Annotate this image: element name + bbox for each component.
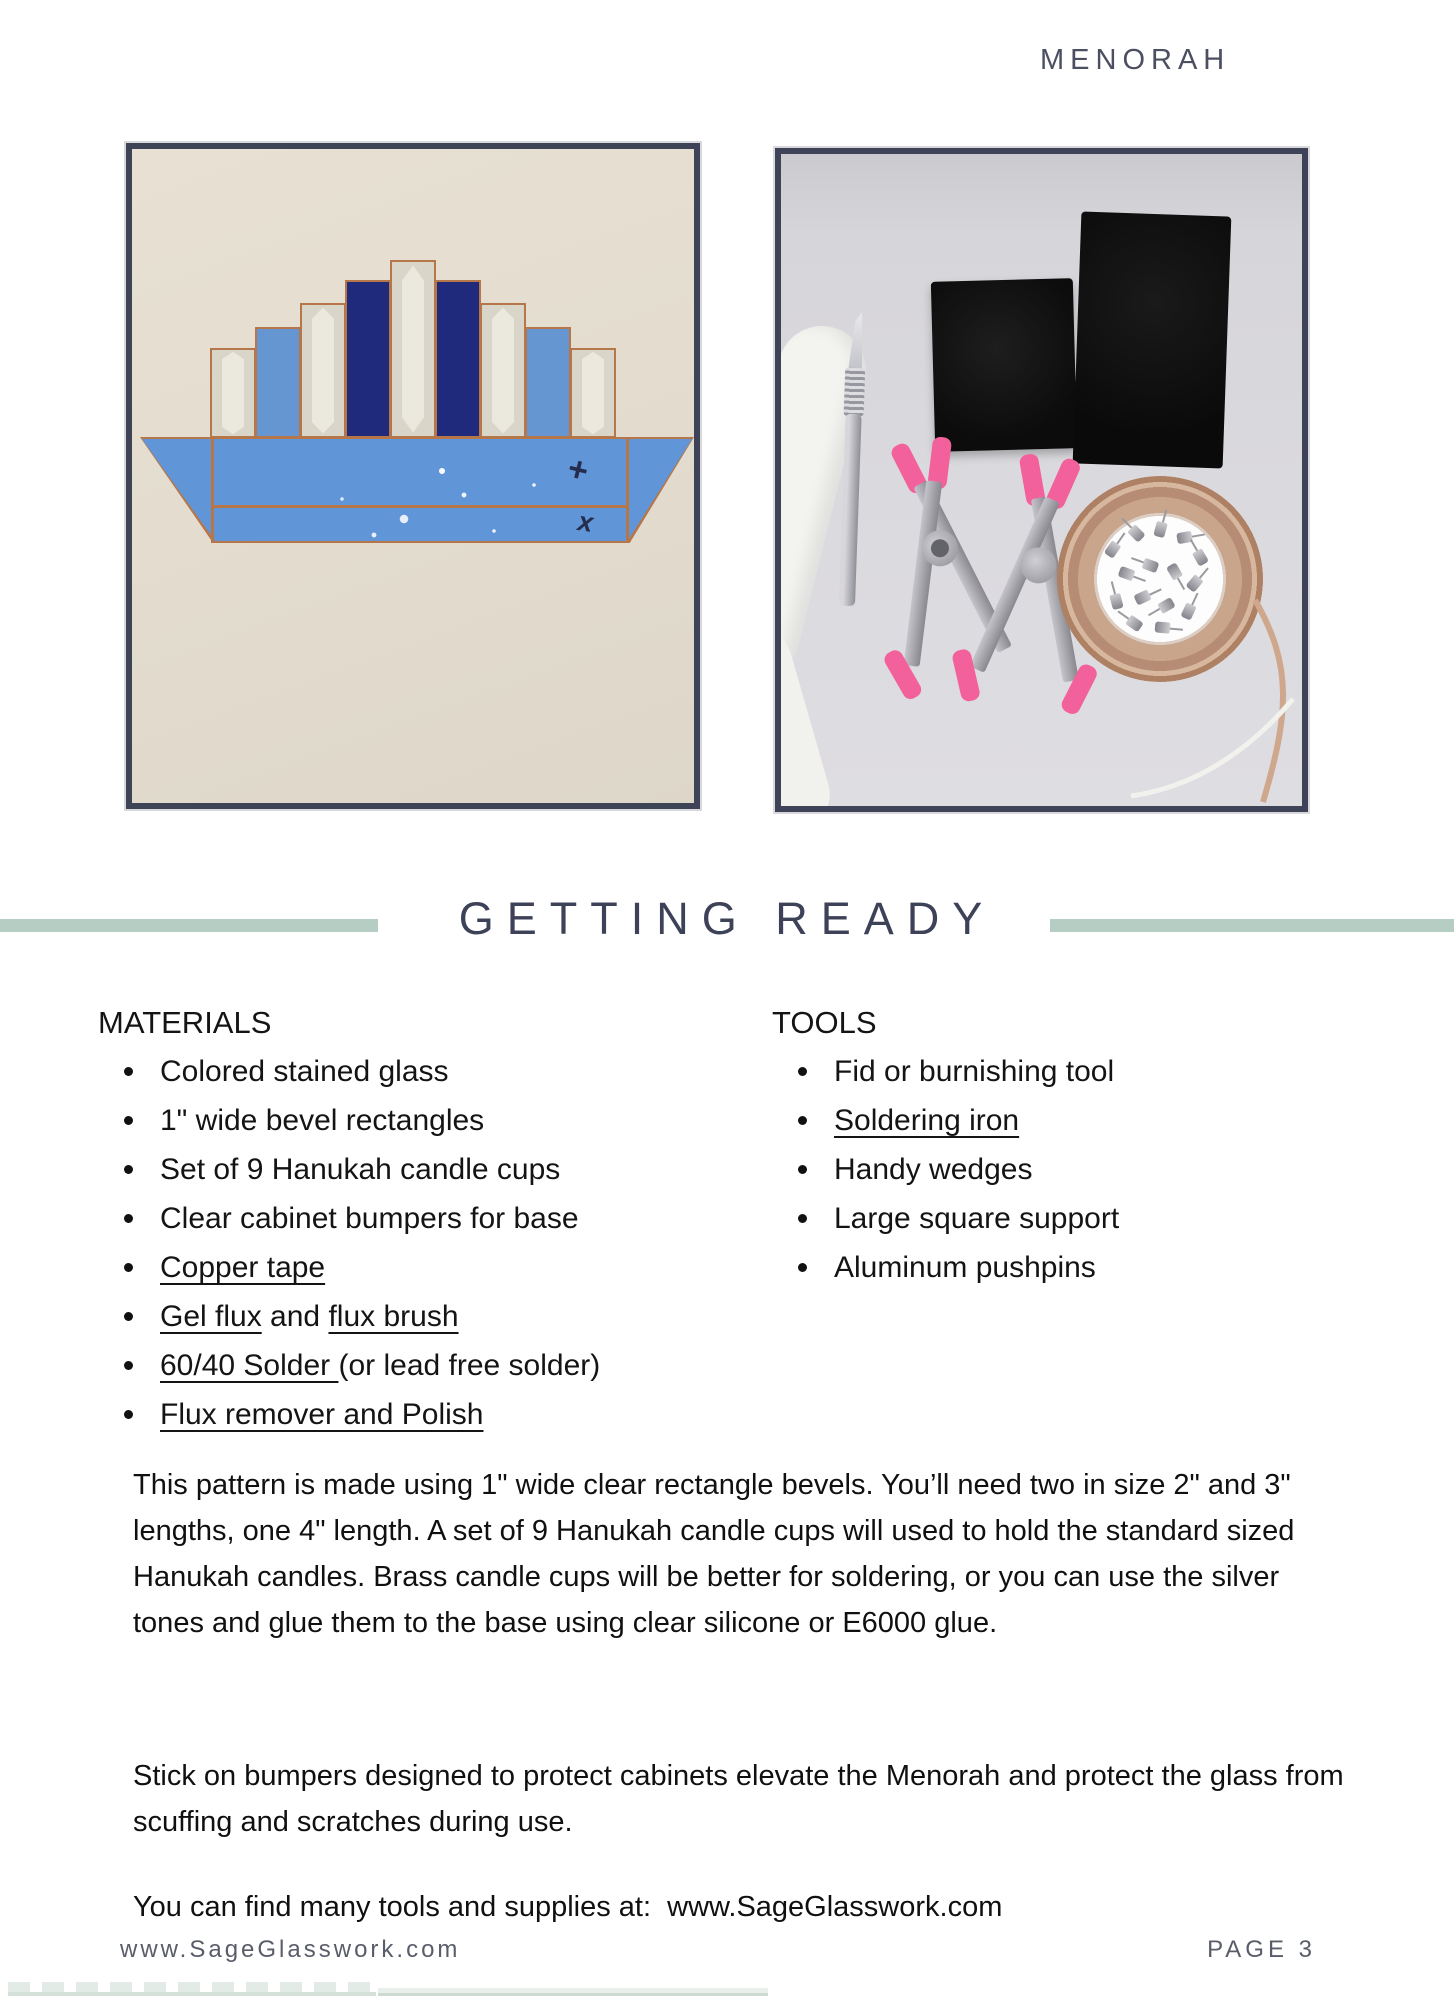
list-item — [98, 1341, 738, 1390]
materials-list — [98, 1047, 738, 1439]
list-item-text: and — [261, 1300, 329, 1333]
list-item — [772, 1047, 1372, 1096]
list-item-text: (or lead free solder) — [338, 1349, 601, 1382]
body-paragraph-bevels: This pattern is made using 1" wide clear rectangle bevels. You’ll need two in size 2" and 3" lengths, one 4" length. A set of 9 Hanukah candle cups will used to hold the standard sized Hanukah candles. Brass candle cups will be better for soldering, or you can use the silver tones and glue them to the base using clear silicone or E6000 glue. — [133, 1469, 1295, 1639]
tools-heading: TOOLS — [772, 1005, 877, 1040]
glass-bevel-bar — [480, 303, 526, 438]
glass-bevel-bar — [300, 303, 346, 438]
list-item-text: Clear cabinet bumpers for base — [160, 1202, 579, 1235]
tools-column — [772, 998, 1372, 1292]
link[interactable]: flux brush — [328, 1300, 459, 1333]
copper-seam — [626, 437, 629, 543]
glass-navy-bar — [345, 280, 391, 438]
materials-column — [98, 998, 738, 1439]
link[interactable]: Soldering iron — [834, 1104, 1020, 1137]
glass-bevel-bar — [390, 260, 436, 438]
tools-photo-canvas — [781, 154, 1302, 806]
body-paragraph-bumpers: Stick on bumpers designed to protect cabinets elevate the Menorah and protect the glass from scuffing and scratches during use. — [133, 1760, 1344, 1838]
list-item — [772, 1194, 1372, 1243]
list-item — [98, 1243, 738, 1292]
footer-page-number: PAGE 3 — [1207, 1936, 1316, 1963]
link[interactable]: 60/40 Solder — [160, 1349, 339, 1382]
section-title: GETTING READY — [458, 893, 996, 944]
list-item — [98, 1145, 738, 1194]
menorah-pattern-photo — [126, 143, 700, 809]
glass-blue-bar — [255, 327, 301, 438]
list-item — [772, 1096, 1372, 1145]
glass-blue-bar — [525, 327, 571, 438]
bottom-solid-strip — [378, 1988, 768, 1996]
list-item — [772, 1243, 1372, 1292]
copper-seam — [211, 437, 214, 543]
handwritten-x-mark: x — [576, 506, 596, 538]
copper-seam — [211, 505, 629, 508]
body-paragraph-supplies: You can find many tools and supplies at: www.SageGlasswork.com — [133, 1891, 1003, 1923]
list-item — [98, 1390, 738, 1439]
menorah-photo-canvas — [132, 149, 694, 803]
list-item-text: 1" wide bevel rectangles — [160, 1104, 485, 1137]
link[interactable]: Copper tape — [160, 1251, 326, 1284]
list-item — [98, 1292, 738, 1341]
list-item-text: Colored stained glass — [160, 1055, 449, 1088]
glass-navy-bar — [435, 280, 481, 438]
list-item-text: Aluminum pushpins — [834, 1251, 1096, 1284]
list-item — [772, 1145, 1372, 1194]
link[interactable]: Gel flux — [160, 1300, 262, 1333]
list-item — [98, 1047, 738, 1096]
handwritten-plus-mark: + — [563, 449, 593, 491]
list-item-text: Large square support — [834, 1202, 1120, 1235]
materials-heading: MATERIALS — [98, 1005, 272, 1040]
menorah-base-glass — [142, 439, 692, 541]
menorah-base — [140, 437, 694, 543]
link[interactable]: Flux remover and Polish — [160, 1398, 484, 1431]
list-item-text: Handy wedges — [834, 1153, 1033, 1186]
tape-tail-and-wire — [781, 154, 1302, 806]
list-item — [98, 1096, 738, 1145]
glass-bevel-bar — [570, 348, 616, 438]
list-item-text: Set of 9 Hanukah candle cups — [160, 1153, 561, 1186]
bottom-dashed-strip — [8, 1982, 376, 1996]
glass-bevel-bar — [210, 348, 256, 438]
list-item-text: Fid or burnishing tool — [834, 1055, 1115, 1088]
list-item — [98, 1194, 738, 1243]
tools-list — [772, 1047, 1372, 1292]
footer-website: www.SageGlasswork.com — [120, 1936, 461, 1963]
tools-photo — [775, 148, 1308, 812]
page-header-label: MENORAH — [1040, 44, 1231, 76]
